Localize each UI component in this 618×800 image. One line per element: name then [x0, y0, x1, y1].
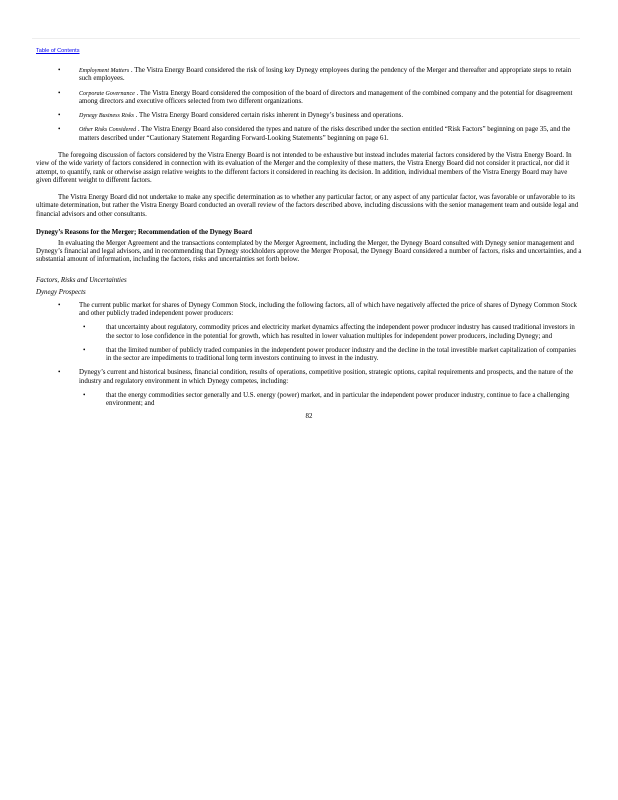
subheading-factors: Factors, Risks and Uncertainties — [36, 276, 127, 284]
bullet-icon: • — [58, 301, 61, 309]
sub-list-item — [36, 392, 582, 409]
paragraph-factors: The foregoing discussion of factors considered by the Vistra Energy Board is not intended to be exhaustive but instead includes material factors considered by the Vistra Energy Board. In view of the wide variety of factors considered in connection with its evaluation of the Merger and the complexity of these matters, the Vistra Energy Board did not consider it practical, nor did it attempt, to quantify, rank or otherwise assign relative weights to the different factors it considered in reaching its decision. In addition, individual members of the Vistra Energy Board may have given different weight to different factors. — [36, 151, 572, 185]
item-text: . The Vistra Energy Board considered the composition of the board of directors and management of the combined company and the potential for disagreement among directors and executive officers selected from two different organizations. — [79, 89, 573, 105]
paragraph-evaluation: In evaluating the Merger Agreement and the transactions contemplated by the Merger Agreement, including the Merger, the Dynegy Board consulted with Dynegy senior management and Dynegy’s financial and legal advisors, and in recommending that Dynegy stockholders approve the Merger Proposal, the Dynegy Board considered a number of factors, risks and uncertainties, and a substantial amount of information, including the factors, risks and uncertainties set forth below. — [36, 239, 582, 264]
sub-list-item — [36, 347, 582, 364]
bullet-icon: • — [83, 324, 86, 332]
page-number: 82 — [305, 412, 313, 420]
item-text: that the energy commodities sector generally and U.S. energy (power) market, and in particular the independent power producer industry, continue to face a challenging environment; and — [106, 391, 570, 408]
item-text: . The Vistra Energy Board considered the risk of losing key Dynegy employees during the pendency of the Merger and thereafter and appropriate steps to retain such employees. — [79, 67, 572, 83]
list-item — [36, 302, 582, 319]
item-text: . The Vistra Energy Board also considered the types and nature of the risks described under the section entitled “Risk Factors” beginning on page 35, and the matters described under “Cautionary Statement Regarding Forward-Looking Statements” beginning on page 61. — [79, 126, 571, 142]
item-title: Dynegy Business Risks — [79, 113, 134, 119]
bullet-icon: • — [58, 67, 61, 74]
section-heading: Dynegy’s Reasons for the Merger; Recommendation of the Dynegy Board — [36, 229, 253, 237]
list-item — [36, 67, 582, 84]
table-of-contents-link[interactable]: Table of Contents — [36, 48, 80, 54]
item-text: Dynegy’s current and historical business, financial condition, results of operations, competitive position, strategic options, capital requirements and prospects, and the nature of the industry and regulatory environment in which Dynegy competes, including: — [79, 369, 574, 385]
item-text: that the limited number of publicly traded companies in the independent power producer industry and the decline in the total investible market capitalization of companies in the sector are impediments to traditional long term investors continuing to invest in the industry. — [106, 346, 576, 363]
list-item — [36, 112, 582, 120]
sub-list-item — [36, 324, 582, 341]
subheading-prospects: Dynegy Prospects — [36, 289, 86, 297]
bullet-icon: • — [83, 391, 86, 399]
list-item — [36, 369, 582, 386]
bullet-icon: • — [83, 346, 86, 354]
bullet-icon: • — [58, 112, 61, 119]
document-body — [36, 67, 582, 421]
top-rule — [32, 38, 580, 39]
list-item — [36, 90, 582, 107]
paragraph-determination: The Vistra Energy Board did not undertake to make any specific determination as to whether any particular factor, or any aspect of any particular factor, was favorable or unfavorable to its ultimate determination, but rather the Vistra Energy Board conducted an overall review of the factors described above, including discussions with the senior management team and outside legal and financial advisors and other consultants. — [36, 193, 579, 218]
item-title: Other Risks Considered — [79, 127, 137, 134]
item-text: that uncertainty about regulatory, commodity prices and electricity market dynamics affecting the independent power producer industry has caused traditional investors in the sector to lose confidence in the potential for growth, which has resulted in lower valuation multiples for independent power producers, including Dynegy; and — [106, 324, 575, 340]
item-text: . The Vistra Energy Board considered certain risks inherent in Dynegy’s business and operations. — [135, 112, 404, 119]
bullet-icon: • — [58, 126, 61, 134]
bullet-icon: • — [58, 89, 61, 97]
list-item — [36, 126, 582, 143]
item-text: The current public market for shares of Dynegy Common Stock, including the following factors, all of which have negatively affected the price of shares of Dynegy Common Stock and other publicly traded independent power producers: — [79, 301, 577, 318]
bullet-icon: • — [58, 369, 61, 377]
item-title: Corporate Governance — [79, 90, 135, 97]
item-title: Employment Matters — [79, 68, 130, 74]
